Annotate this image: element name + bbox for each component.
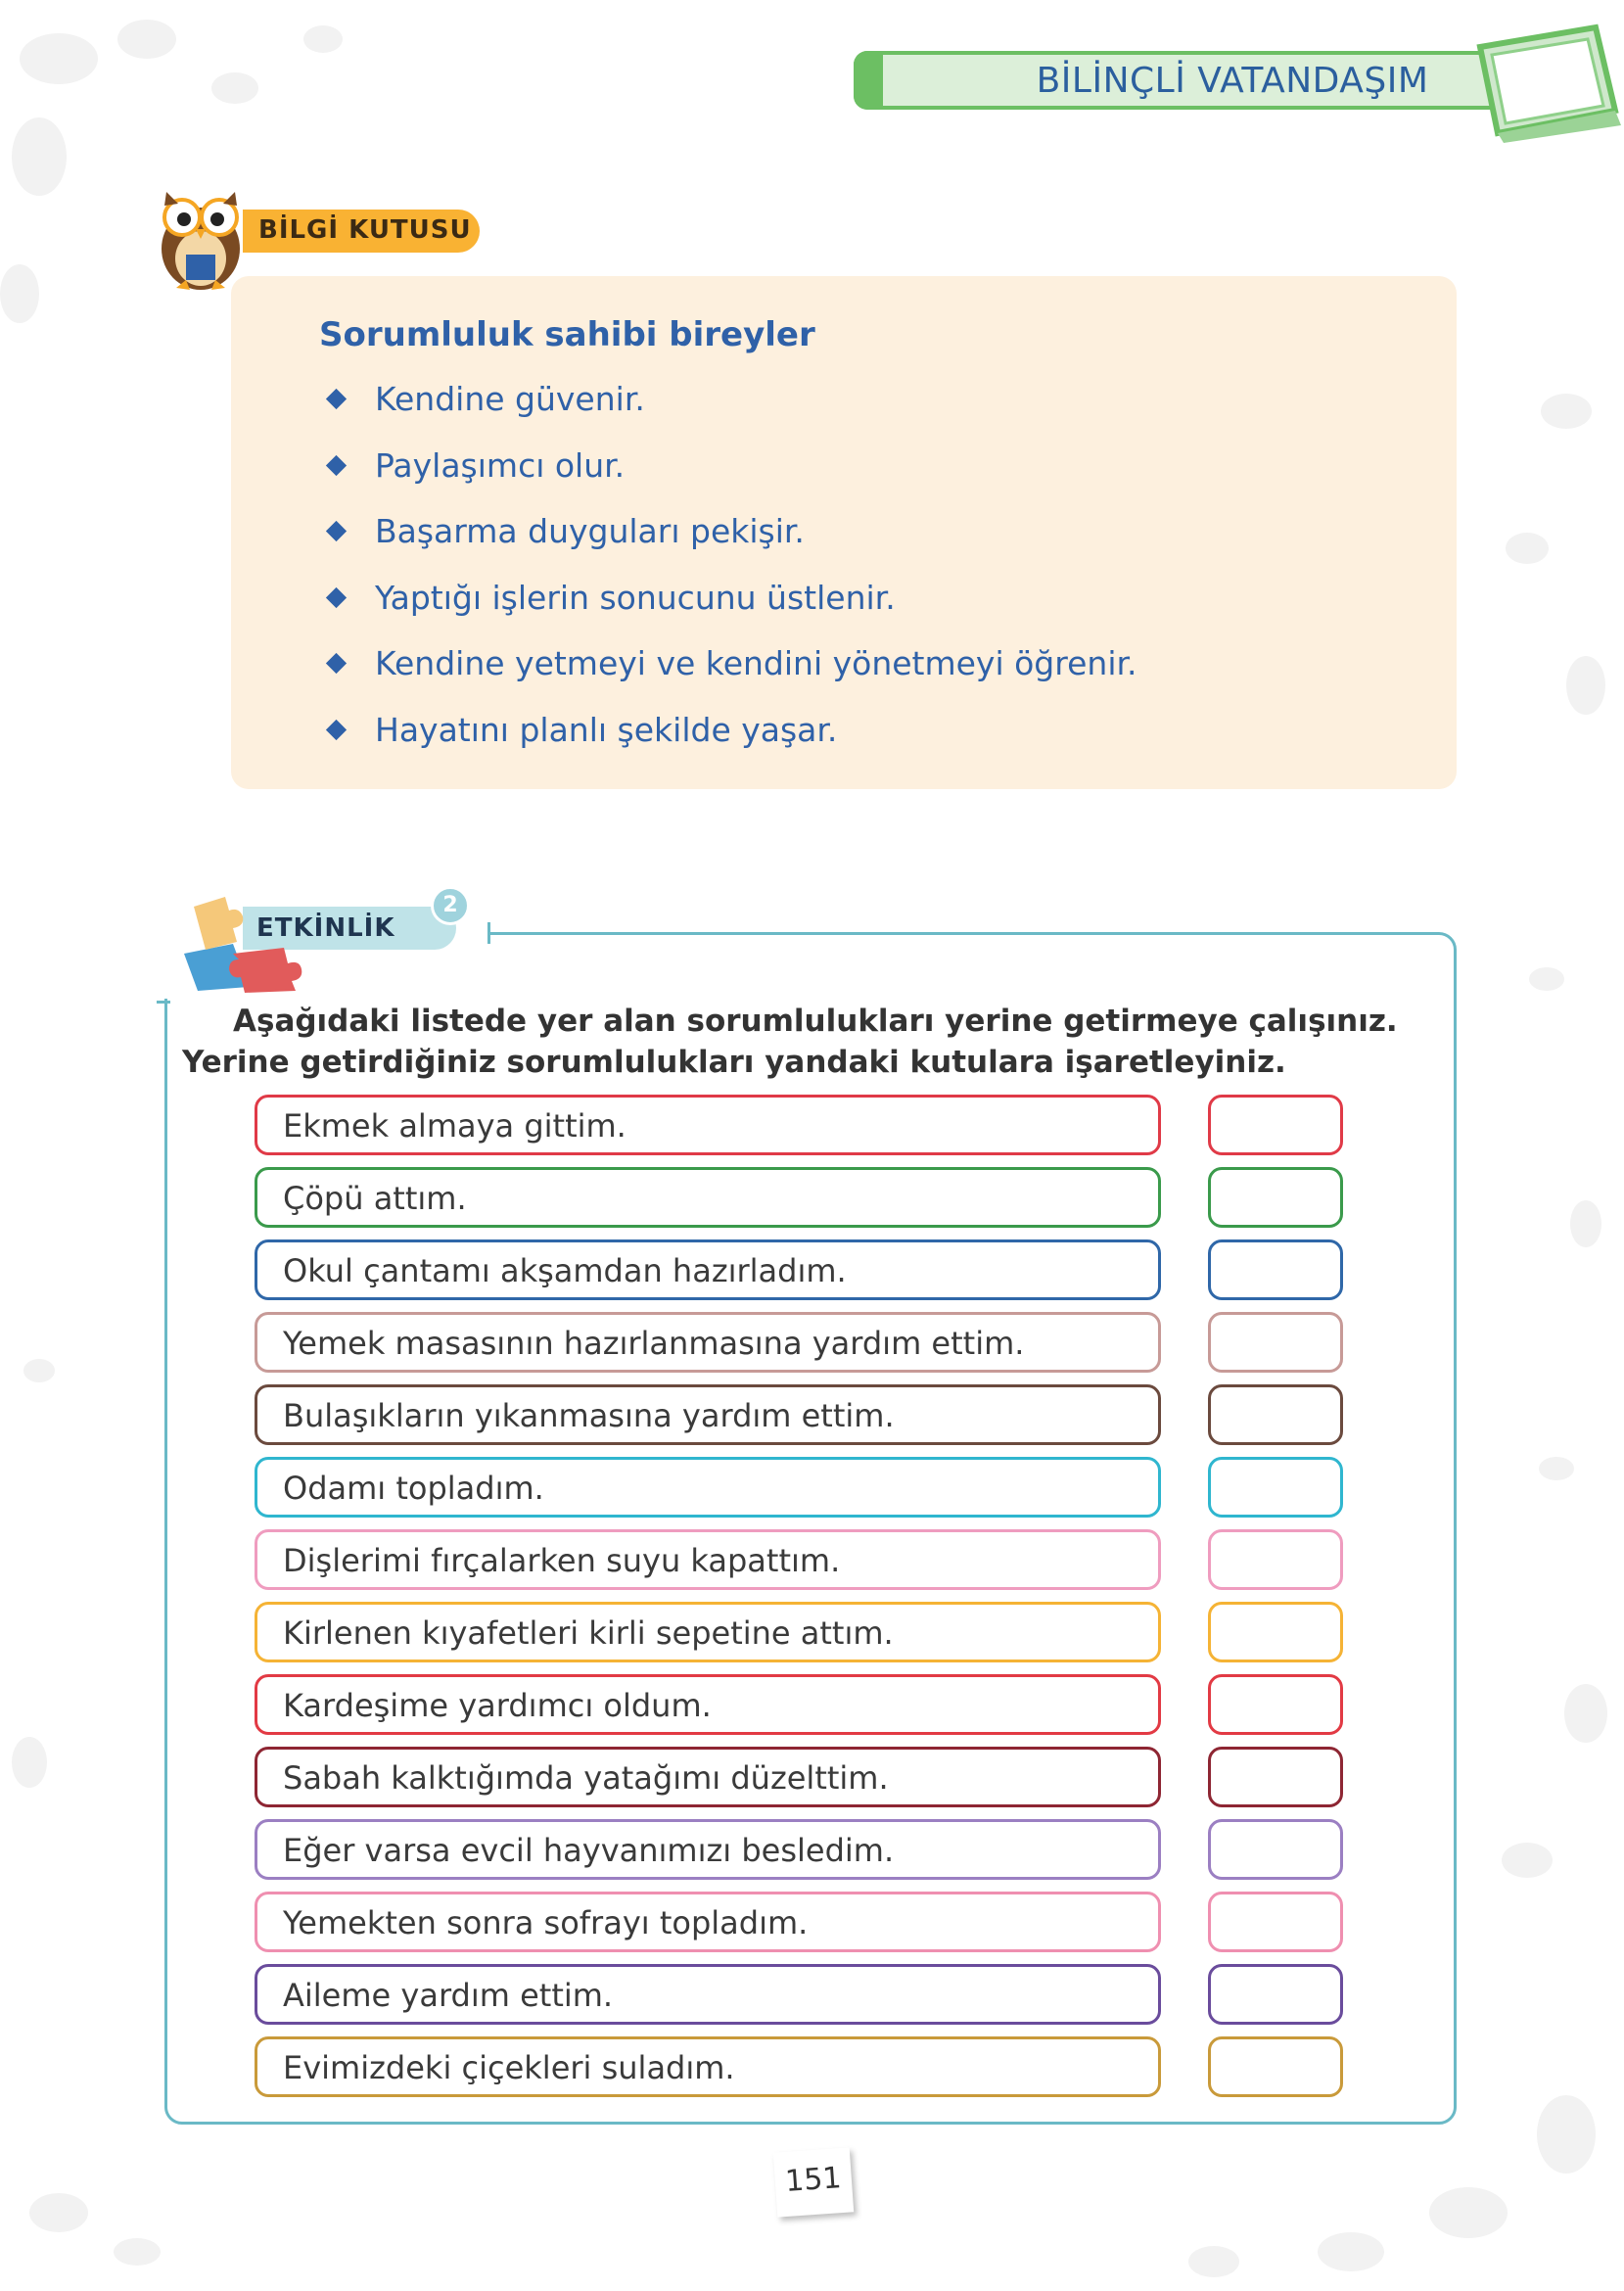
task-checkbox[interactable] bbox=[1208, 1674, 1343, 1735]
info-box bbox=[231, 276, 1457, 789]
task-checkbox[interactable] bbox=[1208, 1529, 1343, 1590]
info-list bbox=[329, 366, 1137, 763]
puzzle-icon bbox=[174, 885, 321, 993]
task-item: Sabah kalktığımda yatağımı düzelttim. bbox=[255, 1747, 1161, 1807]
task-checkbox[interactable] bbox=[1208, 1819, 1343, 1880]
task-item: Kardeşime yardımcı oldum. bbox=[255, 1674, 1161, 1735]
list-item: Başarma duyguları pekişir. bbox=[329, 498, 1137, 565]
task-item: Kirlenen kıyafetleri kirli sepetine attım. bbox=[255, 1602, 1161, 1662]
task-checkbox[interactable] bbox=[1208, 1384, 1343, 1445]
book-icon bbox=[1459, 18, 1624, 145]
task-checkbox[interactable] bbox=[1208, 1964, 1343, 2025]
task-item: Çöpü attım. bbox=[255, 1167, 1161, 1228]
task-checkbox[interactable] bbox=[1208, 1747, 1343, 1807]
bullet-diamond-icon bbox=[326, 653, 347, 674]
task-checkbox[interactable] bbox=[1208, 1892, 1343, 1952]
info-box-tab: BİLGİ KUTUSU bbox=[243, 210, 480, 253]
task-item: Yemek masasının hazırlanmasına yardım ettim. bbox=[255, 1312, 1161, 1373]
task-item: Evimizdeki çiçekleri suladım. bbox=[255, 2036, 1161, 2097]
activity-instruction: Aşağıdaki listede yer alan sorumlulukları yerine getirmeye çalışınız. Yerine getirdiğiniz sorumlulukları yandaki kutulara işaretleyiniz. bbox=[182, 1004, 1398, 1080]
page-number: 151 bbox=[773, 2147, 854, 2217]
frame-tick bbox=[164, 1001, 167, 1030]
bullet-diamond-icon bbox=[326, 587, 347, 608]
chapter-title: BİLİNÇLİ VATANDAŞIM bbox=[1036, 61, 1429, 101]
activity-number-badge: 2 bbox=[431, 886, 470, 925]
task-item: Dişlerimi fırçalarken suyu kapattım. bbox=[255, 1529, 1161, 1590]
task-item: Bulaşıkların yıkanmasına yardım ettim. bbox=[255, 1384, 1161, 1445]
list-item: Kendine yetmeyi ve kendini yönetmeyi öğrenir. bbox=[329, 631, 1137, 697]
task-item: Odamı topladım. bbox=[255, 1457, 1161, 1518]
task-item: Ekmek almaya gittim. bbox=[255, 1095, 1161, 1155]
list-item: Hayatını planlı şekilde yaşar. bbox=[329, 697, 1137, 764]
list-item: Yaptığı işlerin sonucunu üstlenir. bbox=[329, 565, 1137, 631]
chapter-banner bbox=[854, 51, 1490, 110]
list-item: Kendine güvenir. bbox=[329, 366, 1137, 433]
bullet-diamond-icon bbox=[326, 521, 347, 541]
task-item: Aileme yardım ettim. bbox=[255, 1964, 1161, 2025]
owl-icon bbox=[147, 178, 255, 294]
activity-tab: ETKİNLİK bbox=[243, 907, 456, 950]
task-item: Okul çantamı akşamdan hazırladım. bbox=[255, 1239, 1161, 1300]
task-checkbox[interactable] bbox=[1208, 1239, 1343, 1300]
frame-tick bbox=[487, 922, 490, 944]
frame-tick bbox=[157, 1001, 170, 1004]
bullet-diamond-icon bbox=[326, 389, 347, 409]
task-checkbox[interactable] bbox=[1208, 1457, 1343, 1518]
task-item: Eğer varsa evcil hayvanımızı besledim. bbox=[255, 1819, 1161, 1880]
task-item: Yemekten sonra sofrayı topladım. bbox=[255, 1892, 1161, 1952]
task-checkbox[interactable] bbox=[1208, 1602, 1343, 1662]
task-checkbox[interactable] bbox=[1208, 1167, 1343, 1228]
bullet-diamond-icon bbox=[326, 720, 347, 740]
info-box-title: Sorumluluk sahibi bireyler bbox=[319, 315, 815, 354]
list-item: Paylaşımcı olur. bbox=[329, 433, 1137, 499]
bullet-diamond-icon bbox=[326, 455, 347, 476]
task-checkbox[interactable] bbox=[1208, 1095, 1343, 1155]
task-checkbox[interactable] bbox=[1208, 1312, 1343, 1373]
task-checkbox[interactable] bbox=[1208, 2036, 1343, 2097]
